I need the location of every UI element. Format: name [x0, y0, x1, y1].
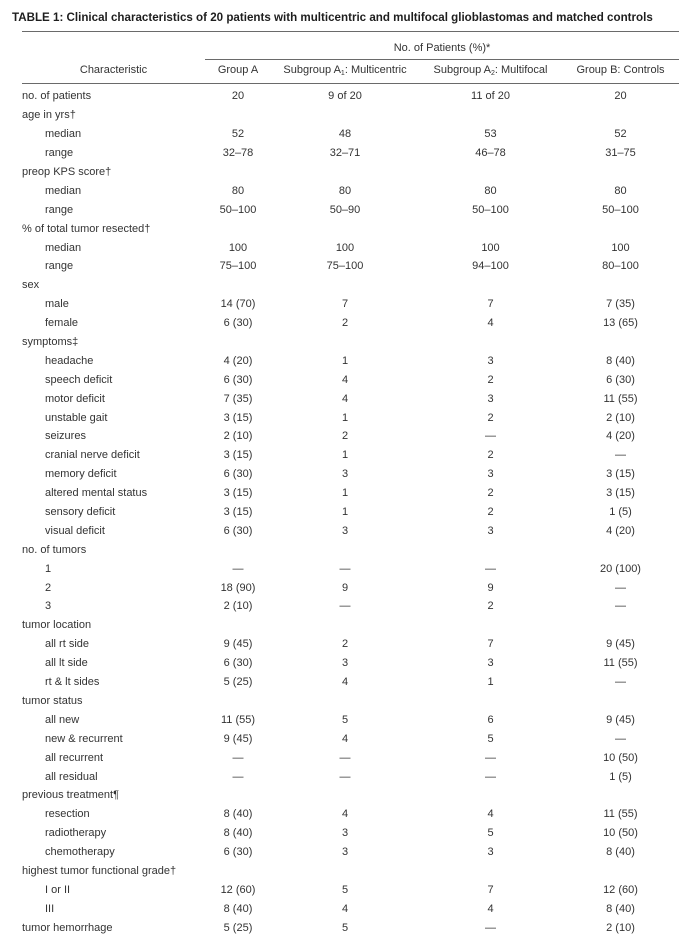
cell-subgroup-a2: 11 of 20 — [471, 90, 510, 103]
row-label: motor deficit — [45, 392, 105, 405]
cell-group-b: 1 (5) — [609, 506, 632, 519]
cell-group-a: 6 (30) — [223, 657, 253, 670]
table-body — [22, 87, 679, 937]
row-label: all rt side — [45, 638, 90, 651]
row-label: cranial nerve deficit — [45, 449, 140, 462]
cell-group-a — [205, 540, 271, 559]
cell-subgroup-a2 — [419, 276, 562, 295]
cell-group-a: 6 (30) — [223, 373, 253, 386]
table-row — [22, 654, 679, 673]
table-row — [22, 767, 679, 786]
cell-subgroup-a2: 7 — [487, 298, 494, 311]
cell-group-b: 100 — [611, 241, 630, 254]
cell-subgroup-a2: — — [485, 770, 496, 783]
cell-subgroup-a1: 4 — [341, 392, 349, 405]
row-label: highest tumor functional grade† — [22, 864, 177, 877]
table-row — [22, 163, 679, 182]
table-row — [22, 465, 679, 484]
cell-group-a: — — [232, 770, 244, 783]
table-row — [22, 616, 679, 635]
row-label: altered mental status — [45, 487, 148, 500]
cell-group-a: 7 (35) — [223, 392, 253, 405]
cell-subgroup-a1: 4 — [341, 808, 349, 821]
cell-subgroup-a2: — — [485, 430, 496, 443]
row-label: all lt side — [45, 657, 88, 670]
row-label: headache — [45, 354, 94, 367]
top-rule — [22, 31, 679, 32]
cell-subgroup-a1: 1 — [341, 411, 349, 424]
cell-subgroup-a1: — — [339, 600, 351, 613]
cell-group-b — [562, 540, 679, 559]
row-label: sensory deficit — [45, 506, 116, 519]
table-row — [22, 408, 679, 427]
cell-subgroup-a2: 6 — [487, 713, 494, 726]
cell-group-a — [205, 276, 271, 295]
cell-subgroup-a1: 4 — [341, 676, 349, 689]
cell-group-b: — — [615, 600, 626, 613]
cell-group-a: — — [232, 751, 244, 764]
cell-subgroup-a1: 75–100 — [326, 260, 364, 273]
cell-group-b — [562, 616, 679, 635]
table-row — [22, 635, 679, 654]
cell-group-b: 9 (45) — [606, 713, 635, 726]
cell-subgroup-a1: 5 — [341, 883, 349, 896]
cell-subgroup-a1: — — [339, 751, 351, 764]
cell-group-a: 11 (55) — [220, 713, 256, 726]
cell-subgroup-a2: 5 — [487, 827, 494, 840]
row-label: median — [45, 128, 82, 141]
cell-subgroup-a1 — [271, 333, 419, 352]
cell-group-a: 4 (20) — [223, 354, 253, 367]
col2-text: Subgroup A — [283, 64, 341, 76]
cell-subgroup-a1: 2 — [341, 430, 349, 443]
row-label: III — [45, 902, 55, 915]
cell-subgroup-a1: 9 of 20 — [328, 90, 362, 103]
cell-group-a — [205, 862, 271, 881]
col3-subscript: 2 — [491, 70, 495, 77]
cell-group-a — [205, 219, 271, 238]
cell-subgroup-a1: 1 — [341, 487, 349, 500]
cell-subgroup-a2: — — [485, 562, 496, 575]
row-label: tumor hemorrhage — [22, 921, 113, 934]
cell-subgroup-a2 — [419, 219, 562, 238]
cell-group-b: 3 (15) — [606, 487, 635, 500]
cell-subgroup-a2: 2 — [487, 373, 494, 386]
cell-group-a: 6 (30) — [223, 468, 253, 481]
table-row — [22, 295, 679, 314]
cell-group-b: 4 (20) — [606, 524, 635, 537]
cell-group-b: 8 (40) — [606, 902, 635, 915]
row-label: chemotherapy — [45, 846, 115, 859]
cell-subgroup-a2: 7 — [487, 883, 494, 896]
cell-group-a: 8 (40) — [223, 808, 253, 821]
cell-subgroup-a2 — [419, 862, 562, 881]
cell-group-b: 20 (100) — [600, 562, 641, 575]
cell-subgroup-a1 — [271, 163, 419, 182]
cell-subgroup-a2: 4 — [487, 902, 494, 915]
cell-subgroup-a2: 94–100 — [472, 260, 509, 273]
row-label: median — [45, 241, 82, 254]
cell-group-b: 31–75 — [605, 147, 636, 160]
table-row — [22, 427, 679, 446]
cell-subgroup-a2 — [419, 106, 562, 125]
cell-subgroup-a2: 53 — [484, 128, 497, 141]
table-row — [22, 200, 679, 219]
cell-subgroup-a1: 5 — [341, 921, 349, 934]
table-row — [22, 559, 679, 578]
cell-subgroup-a1: 1 — [341, 506, 349, 519]
cell-group-b: 1 (5) — [609, 770, 632, 783]
col3-text: Subgroup A — [433, 64, 491, 76]
cell-group-b: 2 (10) — [606, 921, 635, 934]
cell-subgroup-a1: 5 — [341, 713, 349, 726]
table-row — [22, 786, 679, 805]
cell-group-b: — — [615, 732, 626, 745]
row-label: no. of patients — [22, 90, 92, 103]
cell-group-b: 11 (55) — [603, 657, 638, 670]
table-row — [22, 578, 679, 597]
cell-subgroup-a2: 2 — [487, 411, 494, 424]
row-label: female — [45, 317, 79, 330]
row-label: seizures — [45, 430, 86, 443]
cell-group-b: 3 (15) — [606, 468, 635, 481]
column-header-group-b: Group B: Controls — [576, 64, 665, 76]
row-label: symptoms‡ — [22, 336, 79, 349]
cell-group-b: 10 (50) — [603, 751, 638, 764]
row-label: resection — [45, 808, 90, 821]
cell-group-b — [562, 219, 679, 238]
cell-group-a: 18 (90) — [220, 581, 256, 594]
cell-group-a: 3 (15) — [223, 506, 253, 519]
table-row — [22, 351, 679, 370]
cell-group-b — [562, 692, 679, 711]
cell-group-b — [562, 333, 679, 352]
row-label: all residual — [45, 770, 98, 783]
row-label: tumor status — [22, 694, 83, 707]
cell-group-b: 2 (10) — [606, 411, 635, 424]
row-label: range — [45, 147, 74, 160]
cell-subgroup-a1: 48 — [338, 128, 352, 141]
cell-subgroup-a2: 100 — [481, 241, 500, 254]
cell-subgroup-a1: 2 — [341, 638, 349, 651]
cell-subgroup-a2: 1 — [487, 676, 494, 689]
cell-group-b: 50–100 — [602, 203, 639, 216]
table-row — [22, 899, 679, 918]
cell-group-a: 5 (25) — [223, 921, 253, 934]
cell-group-a: 12 (60) — [220, 883, 256, 896]
table-row — [22, 805, 679, 824]
cell-subgroup-a1: 1 — [341, 354, 349, 367]
cell-subgroup-a1 — [271, 106, 419, 125]
col2-subscript: 1 — [340, 70, 345, 77]
table-row — [22, 238, 679, 257]
cell-group-a — [205, 106, 271, 125]
row-label: I or II — [45, 883, 71, 896]
cell-subgroup-a2: 7 — [487, 638, 494, 651]
cell-group-a: 52 — [231, 128, 245, 141]
cell-group-a: 3 (15) — [223, 449, 253, 462]
row-label: 3 — [45, 600, 52, 613]
table-row — [22, 370, 679, 389]
cell-subgroup-a2: 3 — [487, 468, 494, 481]
cell-subgroup-a1 — [271, 692, 419, 711]
row-label: 1 — [45, 562, 52, 575]
cell-group-a: 32–78 — [222, 147, 254, 160]
row-label: male — [45, 298, 69, 311]
cell-group-a: 80 — [231, 184, 245, 197]
cell-subgroup-a1: 80 — [338, 184, 352, 197]
cell-subgroup-a1 — [271, 862, 419, 881]
table-row — [22, 540, 679, 559]
row-label: preop KPS score† — [22, 166, 112, 178]
cell-subgroup-a2: 2 — [487, 600, 494, 613]
cell-group-a: 5 (25) — [223, 676, 253, 689]
row-label: no. of tumors — [22, 543, 87, 556]
row-label: memory deficit — [45, 468, 117, 481]
cell-group-a: 3 (15) — [223, 411, 253, 424]
cell-group-b — [562, 106, 679, 125]
cell-group-b — [562, 786, 679, 805]
cell-group-a: 6 (30) — [223, 846, 253, 859]
table-row — [22, 219, 679, 238]
cell-subgroup-a2: 4 — [487, 317, 494, 330]
table-row — [22, 692, 679, 711]
row-label: tumor location — [22, 619, 92, 632]
cell-subgroup-a1: 3 — [341, 827, 349, 840]
table-row — [22, 862, 679, 881]
cell-subgroup-a1: 100 — [335, 241, 355, 254]
row-label: all new — [45, 713, 80, 726]
table-row — [22, 880, 679, 899]
cell-subgroup-a1: 4 — [341, 902, 349, 915]
row-label: rt & lt sides — [45, 676, 100, 689]
cell-group-b: 13 (65) — [603, 317, 638, 330]
row-label: sex — [22, 279, 40, 292]
cell-group-b: 11 (55) — [603, 392, 638, 405]
col2-suffix: : Multicentric — [344, 64, 407, 76]
column-header-subgroup-a1 — [271, 64, 419, 76]
cell-subgroup-a1: 50–90 — [329, 203, 361, 216]
table-row — [22, 484, 679, 503]
cell-group-a: 20 — [231, 90, 245, 103]
cell-subgroup-a2: 2 — [487, 506, 494, 519]
cell-subgroup-a2: 46–78 — [475, 147, 506, 160]
row-label: new & recurrent — [45, 732, 123, 745]
cell-group-b: 12 (60) — [603, 883, 638, 896]
cell-subgroup-a1: 1 — [341, 449, 349, 462]
cell-subgroup-a1: 7 — [341, 298, 349, 311]
cell-subgroup-a2: 3 — [487, 392, 494, 405]
cell-subgroup-a1: 3 — [341, 657, 349, 670]
table-title: TABLE 1: Clinical characteristics of 20 patients with multicentric and multifocal glioblastomas and matched controls — [12, 11, 653, 24]
cell-group-b — [562, 862, 679, 881]
cell-group-b: 80 — [614, 184, 627, 197]
row-label: visual deficit — [45, 524, 105, 537]
cell-group-a — [205, 692, 271, 711]
cell-subgroup-a2: 3 — [487, 657, 494, 670]
cell-group-b: 10 (50) — [603, 827, 638, 840]
cell-group-a: 8 (40) — [223, 827, 253, 840]
cell-group-a — [205, 786, 271, 805]
row-label: age in yrs† — [22, 109, 76, 122]
cell-subgroup-a1: 2 — [341, 317, 349, 330]
table-row — [22, 314, 679, 333]
cell-subgroup-a2 — [419, 786, 562, 805]
cell-subgroup-a2 — [419, 616, 562, 635]
cell-group-a — [205, 333, 271, 352]
cell-group-a: 2 (10) — [223, 430, 253, 443]
cell-group-b: 7 (35) — [606, 298, 635, 311]
table-row — [22, 181, 679, 200]
table-row — [22, 106, 679, 125]
column-header-group-a: Group A — [217, 64, 259, 76]
table-row — [22, 710, 679, 729]
group-header: No. of Patients (%)* — [393, 42, 491, 54]
cell-subgroup-a1 — [271, 276, 419, 295]
cell-group-b: 8 (40) — [606, 846, 635, 859]
col3-suffix: : Multifocal — [494, 64, 548, 76]
cell-group-a: 6 (30) — [223, 317, 253, 330]
table-row — [22, 503, 679, 522]
group-header-rule — [205, 59, 679, 60]
table-row — [22, 521, 679, 540]
table-row — [22, 843, 679, 862]
cell-group-b: 11 (55) — [603, 808, 638, 821]
cell-group-b: 52 — [614, 128, 627, 141]
cell-group-b: — — [615, 676, 626, 689]
row-label: unstable gait — [45, 411, 108, 424]
cell-subgroup-a1: 3 — [341, 846, 349, 859]
cell-subgroup-a2: 5 — [487, 732, 494, 745]
cell-group-a: 2 (10) — [223, 600, 253, 613]
row-label: range — [45, 260, 74, 273]
cell-group-b: 4 (20) — [606, 430, 635, 443]
cell-group-b: 6 (30) — [606, 373, 635, 386]
cell-subgroup-a2: 3 — [487, 354, 494, 367]
cell-subgroup-a1: — — [339, 562, 351, 575]
cell-subgroup-a2: — — [485, 751, 496, 764]
table-row — [22, 824, 679, 843]
cell-group-b: — — [615, 581, 626, 594]
cell-subgroup-a1: 4 — [341, 732, 349, 745]
cell-subgroup-a2: 3 — [487, 846, 494, 859]
column-header-subgroup-a2 — [419, 64, 562, 76]
table-row — [22, 257, 679, 276]
cell-subgroup-a1 — [271, 616, 419, 635]
cell-subgroup-a2 — [419, 540, 562, 559]
cell-subgroup-a1 — [271, 219, 419, 238]
cell-subgroup-a2: 9 — [487, 581, 494, 594]
cell-subgroup-a2: 2 — [487, 487, 494, 500]
cell-subgroup-a2: 80 — [484, 184, 497, 197]
cell-subgroup-a1: 9 — [341, 581, 349, 594]
table-row — [22, 918, 679, 937]
row-label: median — [45, 184, 82, 197]
cell-subgroup-a2 — [419, 333, 562, 352]
cell-group-a: 9 (45) — [223, 732, 253, 745]
cell-subgroup-a1: 4 — [341, 373, 349, 386]
cell-group-a — [205, 616, 271, 635]
cell-group-b: 20 — [614, 90, 627, 103]
table-row — [22, 333, 679, 352]
cell-group-a: 8 (40) — [223, 902, 253, 915]
cell-group-a: 3 (15) — [223, 487, 253, 500]
table-row — [22, 597, 679, 616]
cell-group-b — [562, 163, 679, 182]
cell-subgroup-a1 — [271, 540, 419, 559]
cell-subgroup-a2: 3 — [487, 524, 494, 537]
row-label: % of total tumor resected† — [22, 222, 151, 235]
cell-group-a: 9 (45) — [223, 638, 253, 651]
table-row — [22, 144, 679, 163]
cell-group-b: 80–100 — [602, 260, 639, 273]
cell-group-b: — — [615, 449, 626, 462]
table-row — [22, 748, 679, 767]
row-label: all recurrent — [45, 751, 104, 764]
cell-group-b: 8 (40) — [606, 354, 635, 367]
cell-subgroup-a2: — — [485, 921, 496, 934]
cell-subgroup-a1: 3 — [341, 468, 349, 481]
row-label: previous treatment¶ — [22, 789, 120, 802]
cell-subgroup-a2: 2 — [487, 449, 494, 462]
table-row — [22, 446, 679, 465]
cell-group-a — [205, 163, 271, 182]
cell-group-a: 14 (70) — [220, 298, 256, 311]
row-label: range — [45, 203, 74, 216]
cell-group-a: 100 — [228, 241, 248, 254]
characteristics-table — [22, 87, 679, 937]
table-row — [22, 87, 679, 106]
row-label: 2 — [45, 581, 52, 594]
cell-subgroup-a1 — [271, 786, 419, 805]
table-row — [22, 729, 679, 748]
cell-group-b: 9 (45) — [606, 638, 635, 651]
cell-group-a: 75–100 — [219, 260, 257, 273]
cell-subgroup-a2: 4 — [487, 808, 494, 821]
cell-group-a: 50–100 — [219, 203, 257, 216]
header-bottom-rule — [22, 83, 679, 84]
cell-group-a: — — [232, 562, 244, 575]
cell-subgroup-a2: 50–100 — [472, 203, 509, 216]
table-row — [22, 389, 679, 408]
row-label: speech deficit — [45, 373, 113, 386]
table-row — [22, 125, 679, 144]
row-label: radiotherapy — [45, 827, 107, 840]
cell-subgroup-a1: 3 — [341, 524, 349, 537]
table-row — [22, 673, 679, 692]
cell-subgroup-a2 — [419, 163, 562, 182]
cell-subgroup-a2 — [419, 692, 562, 711]
cell-subgroup-a1: 32–71 — [329, 147, 361, 160]
cell-group-a: 6 (30) — [223, 524, 253, 537]
table-row — [22, 276, 679, 295]
column-header-characteristic: Characteristic — [79, 64, 148, 76]
cell-group-b — [562, 276, 679, 295]
cell-subgroup-a1: — — [339, 770, 351, 783]
